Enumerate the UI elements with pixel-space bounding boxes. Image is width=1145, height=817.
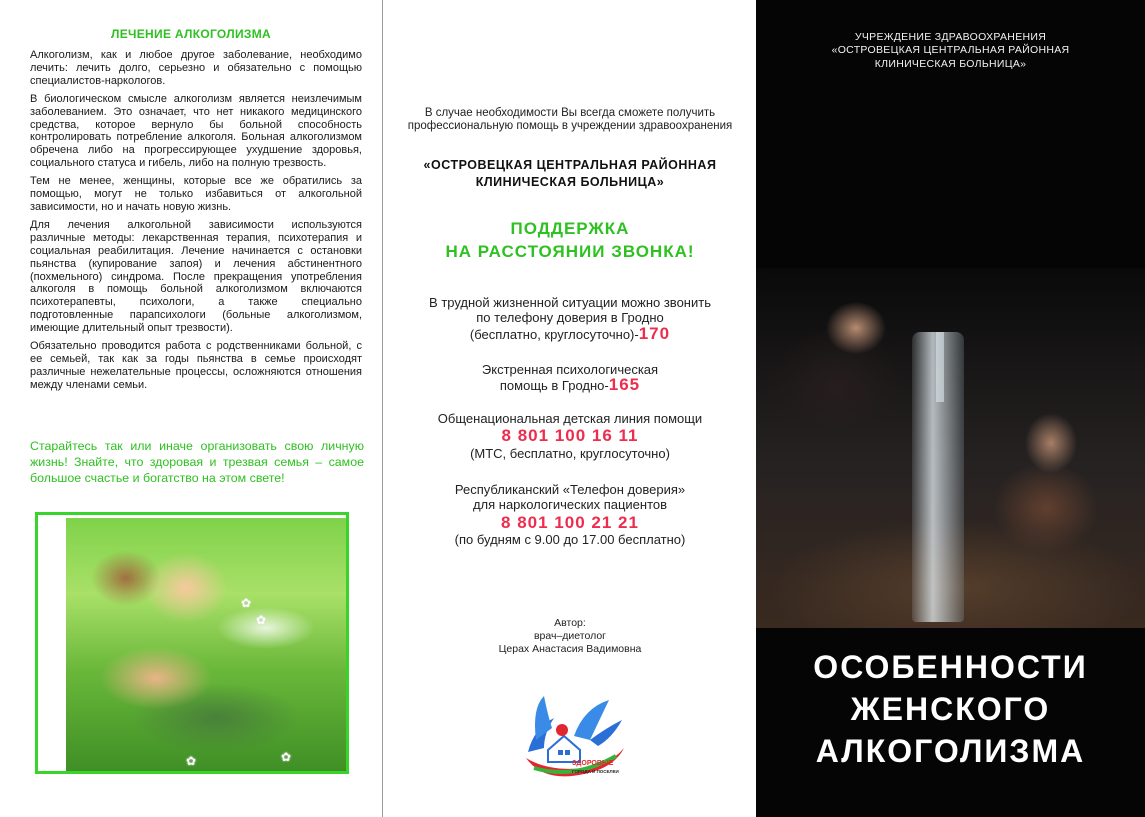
bottle-neck	[936, 332, 944, 402]
paragraph: Для лечения алкогольной зависимости используются различные методы: лекарственная терапия, психотерапия и социальная реабилитация. Лечение начинается с остановки пьянства (купирование запоя) и лечения абстинентного (похмельного) синдрома. После прекращения употребления алкоголя в помощь больной алкоголизмом включаются психотерапевты, психологи, а также специально подготовленные парапсихологи (больные алкоголизмом, имеющие длительный опыт трезвости).	[30, 218, 362, 335]
paragraph: В биологическом смысле алкоголизм является неизлечимым заболеванием. Это означает, что нет никакого медицинского средства, которое вернуло бы больной способность контролировать потребление алкоголя. Больная алкоголизмом обречена либо на прогрессирующее ухудшение здоровья, социального статуса и гибель, либо на полную трезвость.	[30, 92, 362, 170]
helpline-block-4	[383, 482, 757, 547]
header-line: КЛИНИЧЕСКАЯ БОЛЬНИЦА»	[874, 57, 1027, 70]
cover-title	[756, 646, 1145, 772]
helpline-text: Экстренная психологическая	[481, 362, 659, 377]
author-label: Автор:	[554, 617, 586, 629]
institution-header	[756, 31, 1145, 71]
header-line: «ОСТРОВЕЦКАЯ ЦЕНТРАЛЬНАЯ РАЙОННАЯ	[831, 44, 1070, 57]
flower-icon: ✿	[256, 613, 267, 627]
closing-message: Старайтесь так или иначе организовать свою личную жизнь! Знайте, что здоровая и трезвая семья – самое большое счастье и богатство на этом свете!	[30, 439, 364, 486]
author-role: врач–диетолог	[533, 630, 607, 643]
author-block	[383, 617, 757, 657]
helpline-text: Республиканский «Телефон доверия»	[454, 482, 686, 497]
helpline-block-3	[383, 411, 757, 461]
paragraph: Обязательно проводится работа с родственниками больной, с ее семьей, так как за годы пьянства в семье происходят различные нежелательные процессы, осложняются отношения между членами семьи.	[30, 340, 362, 391]
helpline-line	[383, 377, 757, 393]
helpline-block-2	[383, 362, 757, 394]
flower-icon: ✿	[281, 750, 292, 764]
family-photo-frame	[35, 512, 349, 774]
logo-text: ЗДОРОВЫЕ	[572, 760, 614, 767]
helpline-line	[383, 323, 757, 343]
hospital-name: «ОСТРОВЕЦКАЯ ЦЕНТРАЛЬНАЯ РАЙОННАЯ КЛИНИЧЕСКАЯ БОЛЬНИЦА»	[423, 158, 717, 189]
helpline-text: для наркологических пациентов	[472, 497, 668, 513]
support-line-1: ПОДДЕРЖКА	[510, 219, 630, 238]
flower-icon: ✿	[186, 754, 197, 768]
header-line: УЧРЕЖДЕНИЕ ЗДРАВООХРАНЕНИЯ	[854, 31, 1047, 43]
helpline-text: (по будням с 9.00 до 17.00 бесплатно)	[454, 531, 686, 547]
helpline-text: (МТС, бесплатно, круглосуточно)	[470, 445, 670, 461]
phone-number[interactable]: 8 801 100 16 11	[501, 426, 639, 446]
paragraph: Тем не менее, женщины, которые все же обратились за помощью, могут не только избавиться от алкогольной зависимости, но и начать новую жизнь.	[30, 175, 362, 213]
middle-panel	[382, 0, 756, 817]
cover-title-line: ЖЕНСКОГО	[850, 691, 1051, 727]
healthy-cities-logo	[514, 688, 634, 784]
support-heading	[383, 217, 757, 263]
helpline-text: по телефону доверия в Гродно	[476, 310, 664, 326]
helpline-text: помощь в Гродно-	[499, 378, 609, 394]
logo-text: ГОРОДА И ПОСЕЛКИ	[572, 769, 619, 774]
cover-panel	[756, 0, 1145, 817]
logo-caption	[572, 760, 634, 776]
support-line-2: НА РАССТОЯНИИ ЗВОНКА!	[445, 242, 695, 261]
left-body	[30, 49, 362, 397]
cover-title-line: ОСОБЕННОСТИ	[813, 649, 1088, 685]
cover-title-line: АЛКОГОЛИЗМА	[815, 733, 1086, 769]
left-panel	[0, 0, 382, 817]
intro-text-content: В случае необходимости Вы всегда сможете получить профессиональную помощь в учреждении здравоохранения	[407, 107, 733, 132]
mother-daughter-photo	[66, 518, 347, 771]
paragraph: Алкоголизм, как и любое другое заболевание, необходимо лечить: лечить долго, серьезно и обязательно с помощью специалистов-наркологов.	[30, 49, 362, 87]
phone-number[interactable]: 165	[608, 375, 641, 395]
helpline-text: В трудной жизненной ситуации можно звонить	[429, 295, 711, 310]
woman-drinking-photo	[756, 268, 1145, 628]
helpline-text: Общенациональная детская линия помощи	[437, 411, 703, 426]
left-title: ЛЕЧЕНИЕ АЛКОГОЛИЗМА	[111, 27, 271, 41]
phone-number[interactable]: 8 801 100 21 21	[501, 512, 639, 532]
intro-text	[383, 107, 757, 133]
phone-number[interactable]: 170	[638, 323, 671, 343]
flower-icon: ✿	[241, 596, 252, 610]
helpline-block-1	[383, 295, 757, 342]
author-name: Церах Анастасия Вадимовна	[498, 643, 642, 656]
helpline-text: (бесплатно, круглосуточно)-	[469, 326, 639, 342]
